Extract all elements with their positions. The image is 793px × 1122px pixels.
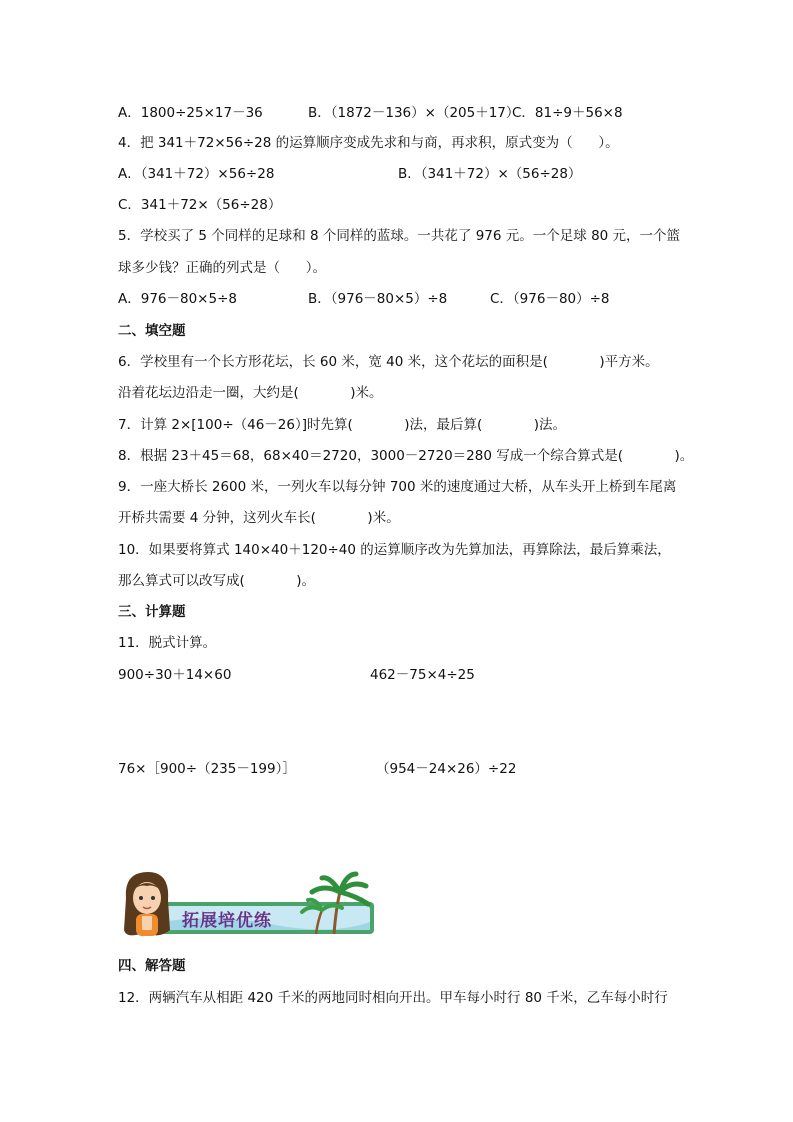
section-calc-title: 三、计算题 (118, 604, 186, 620)
q6-line1: 6．学校里有一个长方形花坛，长 60 米，宽 40 米，这个花坛的面积是( )平方米。 (118, 354, 659, 370)
q3-option-c: C．81÷9＋56×8 (512, 105, 623, 121)
q7: 7．计算 2×[100÷（46－26）]时先算( )法，最后算( )法。 (118, 417, 567, 433)
q9-line2: 开桥共需要 4 分钟，这列火车长( )米。 (118, 510, 400, 526)
q11-expr-2: 462－75×4÷25 (370, 667, 475, 683)
q4-option-a: A．（341＋72）×56÷28 (118, 166, 275, 182)
section-word-problem-title: 四、解答题 (118, 958, 186, 974)
q5-option-a: A．976－80×5÷8 (118, 291, 237, 307)
q11-expr-1: 900÷30＋14×60 (118, 667, 232, 683)
q6-line2: 沿着花坛边沿走一圈，大约是( )米。 (118, 385, 383, 401)
q12-line1: 12．两辆汽车从相距 420 千米的两地同时相向开出。甲车每小时行 80 千米，乙车每小时行 (118, 990, 668, 1006)
q5-option-c: C．（976－80）÷8 (490, 291, 610, 307)
extension-practice-banner (120, 868, 376, 940)
q11-expr-4: （954－24×26）÷22 (376, 761, 517, 777)
q3-option-b: B．（1872－136）×（205＋17） (308, 105, 520, 121)
q11-stem: 11．脱式计算。 (118, 635, 217, 651)
q5-option-b: B．（976－80×5）÷8 (308, 291, 448, 307)
q4-option-c: C．341＋72×（56÷28） (118, 197, 282, 213)
q10-line1: 10．如果要将算式 140×40＋120÷40 的运算顺序改为先算加法，再算除法，最后算乘法， (118, 542, 671, 558)
q8: 8．根据 23＋45＝68，68×40＝2720，3000－2720＝280 写成一个综合算式是( )。 (118, 448, 694, 464)
q4-stem: 4．把 341＋72×56÷28 的运算顺序变成先求和与商，再求积，原式变为（ ）。 (118, 135, 619, 151)
q11-expr-3: 76×［900÷（235－199）］ (118, 761, 296, 777)
girl-icon (124, 872, 170, 936)
q4-option-b: B．（341＋72）×（56÷28） (398, 166, 582, 182)
q5-line2: 球多少钱？正确的列式是（ ）。 (118, 260, 326, 276)
section-fill-in-title: 二、填空题 (118, 323, 186, 339)
q5-line1: 5．学校买了 5 个同样的足球和 8 个同样的蓝球。一共花了 976 元。一个足球 80 元，一个篮 (118, 228, 681, 244)
banner-title: 拓展培优练 (182, 911, 272, 931)
q9-line1: 9．一座大桥长 2600 米，一列火车以每分钟 700 米的速度通过大桥，从车头开上桥到车尾离 (118, 479, 677, 495)
q10-line2: 那么算式可以改写成( )。 (118, 573, 316, 589)
q3-option-a: A．1800÷25×17－36 (118, 105, 263, 121)
